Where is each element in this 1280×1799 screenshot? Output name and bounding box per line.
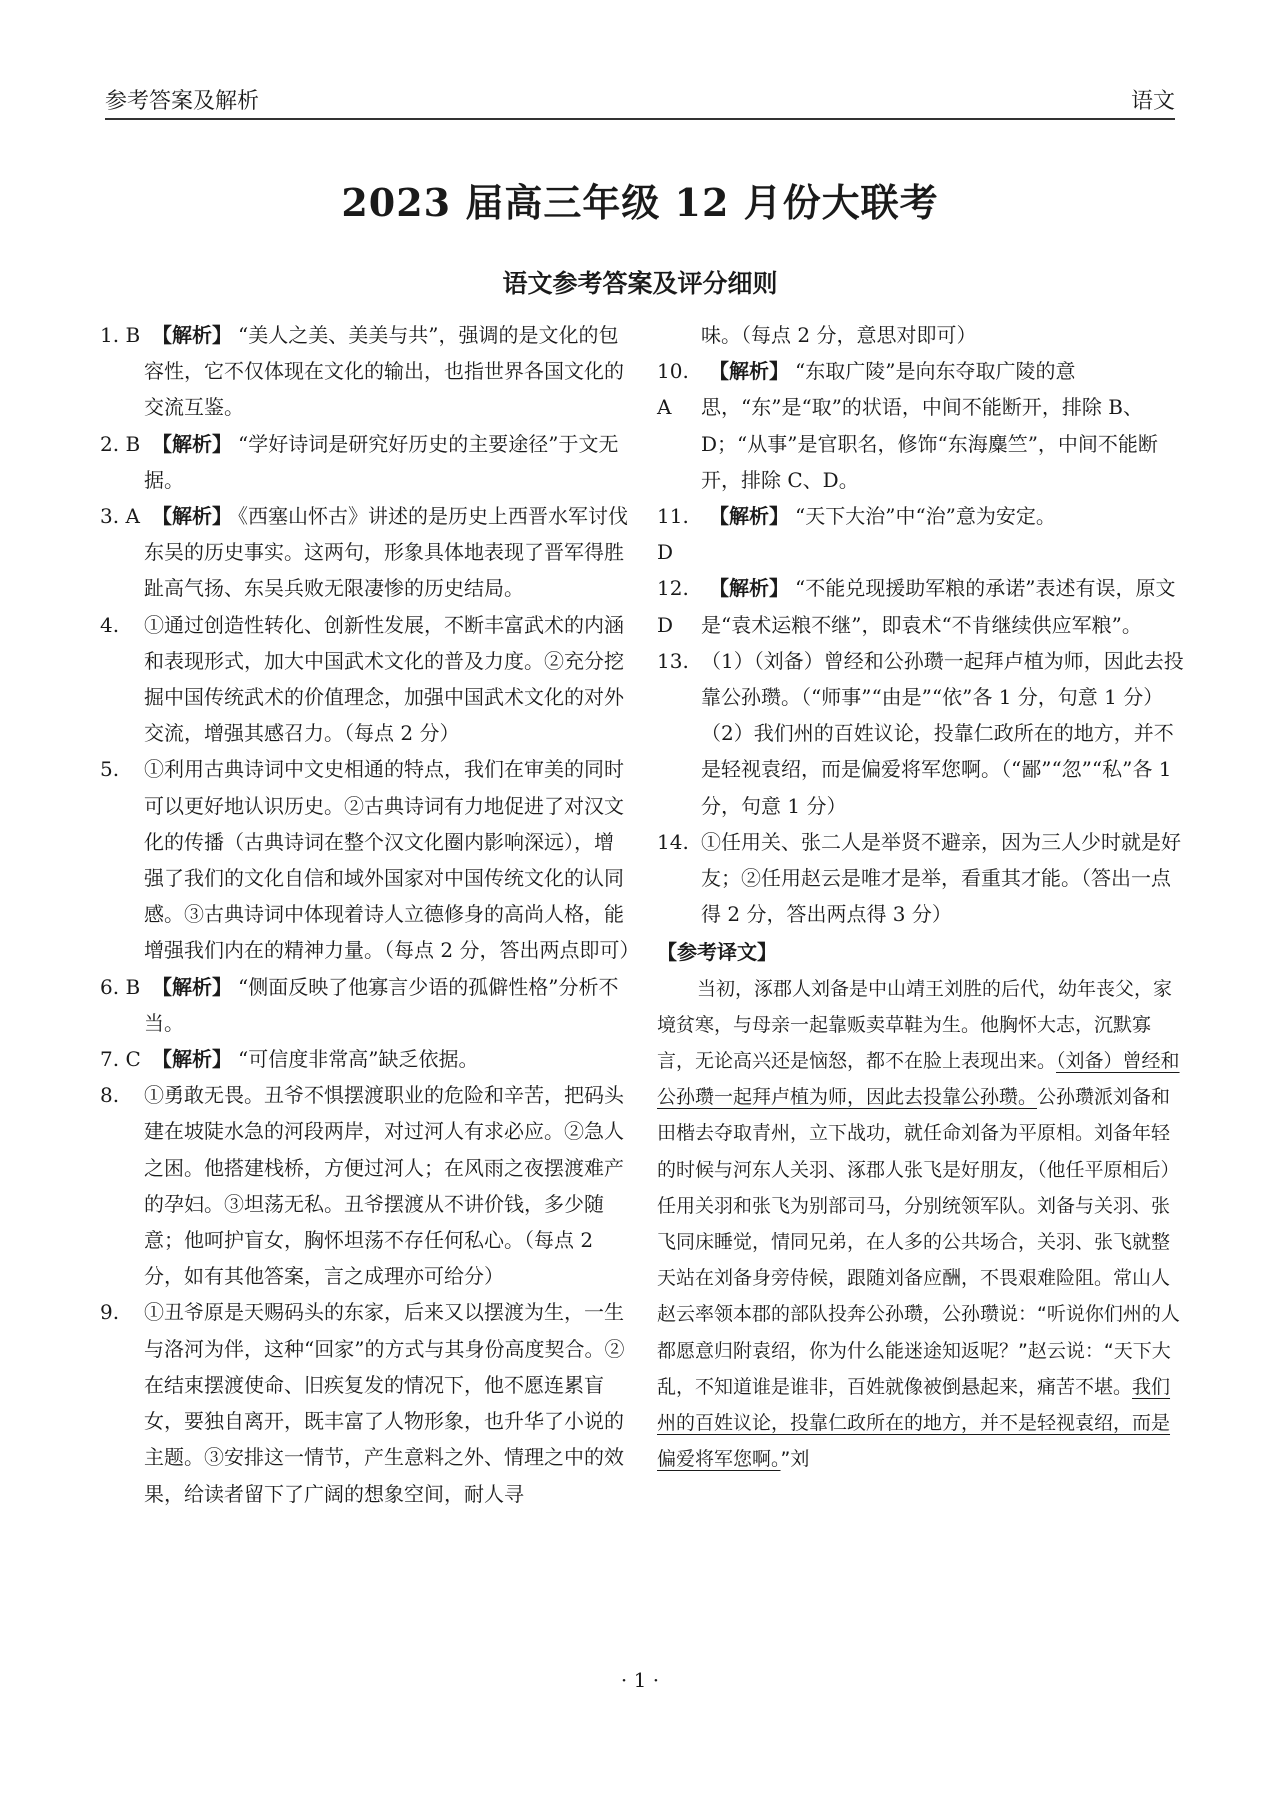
- answer-item: [657, 824, 1187, 933]
- item-number: 1. B: [100, 323, 141, 347]
- item-text: 《西塞山怀古》讲述的是历史上西晋水军讨伐东吴的历史事实。这两句，形象具体地表现了晋军得胜趾高气扬、东吴兵败无限凄惨的历史结局。: [144, 504, 628, 601]
- answer-item: [100, 1294, 630, 1511]
- item-text: “天下大治”中“治”意为安定。: [795, 504, 1056, 529]
- item-number: 8.: [100, 1083, 120, 1108]
- item-text: ①勇敢无畏。丑爷不惧摆渡职业的危险和辛苦，把码头建在坡陡水急的河段两岸，对过河人有求必应。②急人之困。他搭建栈桥，方便过河人；在风雨之夜摆渡难产的孕妇。③坦荡无私。丑爷摆渡从不讲价钱，多少随意；他呵护盲女，胸怀坦荡不存任何私心。（每点 2 分，如有其他答案，言之成理亦可给分）: [144, 1083, 624, 1289]
- item-text: “不能兑现援助军粮的承诺”表述有误，原文是“袁术运粮不继”，即袁术“不肯继续供应军粮”。: [701, 576, 1176, 637]
- item-number: 7. C: [100, 1047, 141, 1072]
- header-subject-label: 语文: [1130, 89, 1175, 114]
- answer-item: [657, 643, 1187, 715]
- page-header: [105, 82, 1175, 120]
- header-left-label: 参考答案及解析: [105, 89, 260, 114]
- item-text: ①任用关、张二人是举贤不避亲，因为三人少时就是好友；②任用赵云是唯才是举，看重其才能。（答出一点得 2 分，答出两点得 3 分）: [701, 829, 1181, 927]
- translation-text: 当初，涿郡人刘备是中山靖王刘胜的后代，幼年丧父，家境贫寒，与母亲一起靠贩卖草鞋为生。他胸怀大志，沉默寡言，无论高兴还是恼怒，都不在脸上表现出来。: [657, 977, 1173, 1073]
- analysis-tag: 【解析】: [152, 1047, 232, 1072]
- translation-text: ”刘: [780, 1448, 810, 1471]
- item-number: 9.: [100, 1300, 120, 1325]
- item-text: “东取广陵”是向东夺取广陵的意思，“东”是“取”的状语，中间不能断开，排除 B、D；“从事”是官职名，修饰“东海麋竺”，中间不能断开，排除 C、D。: [701, 359, 1158, 492]
- answer-item: [100, 498, 630, 607]
- item-text: 味。（每点 2 分，意思对即可）: [701, 323, 977, 347]
- item-number: 5.: [100, 757, 120, 782]
- page-title: 2023 届高三年级 12 月份大联考: [341, 180, 939, 225]
- item-number: 11. D: [657, 504, 689, 565]
- answer-item: [100, 751, 640, 968]
- item-text: ①利用古典诗词中文史相通的特点，我们在审美的同时可以更好地认识历史。②古典诗词有力地促进了对汉文化的传播（古典诗词在整个汉文化圈内影响深远），增强了我们的文化自信和域外国家对中国传统文化的认同感。③古典诗词中体现着诗人立德修身的高尚人格，能增强我们内在的精神力量。（每点 2 分，答出两点即可）: [144, 757, 640, 963]
- translation-text: 公孙瓒派刘备和田楷去夺取青州，立下战功，就任命刘备为平原相。刘备年轻的时候与河东人关羽、涿郡人张飞是好朋友，（他任平原相后）任用关羽和张飞为别部司马，分别统领军队。刘备与关羽、张飞同床睡觉，情同兄弟，在人多的公共场合，关羽、张飞就整天站在刘备身旁侍候，跟随刘备应酬，不畏艰难险阻。常山人赵云率领本郡的部队投奔公孙瓒，公孙瓒说：“听说你们州的人都愿意归附袁绍，你为什么能迷途知返呢？”赵云说：“天下大乱，不知道谁是谁非，百姓就像被倒悬起来，痛苦不堪。: [657, 1086, 1180, 1398]
- item-number: 14.: [657, 829, 689, 854]
- item-number: 3. A: [100, 504, 140, 529]
- item-number: 13.: [657, 648, 689, 673]
- answer-item: [657, 353, 1187, 498]
- analysis-tag: 【解析】: [709, 359, 789, 384]
- answer-item: [657, 715, 1187, 824]
- translation-underlined-text: 我们州的百姓议论，投靠仁政所在的地方，并不是轻视袁绍，而是偏爱将军您啊。: [657, 1375, 1171, 1471]
- translation-heading: 【参考译文】: [657, 940, 777, 965]
- item-number: 4.: [100, 612, 120, 637]
- item-text: “可信度非常高”缺乏依据。: [238, 1047, 479, 1072]
- analysis-tag: 【解析】: [709, 576, 789, 601]
- page-number: · 1 ·: [620, 1668, 660, 1692]
- page-subtitle: 语文参考答案及评分细则: [502, 269, 778, 298]
- analysis-tag: 【解析】: [152, 504, 232, 529]
- translation-paragraph: [657, 971, 1187, 1478]
- right-column: [657, 317, 1187, 1478]
- answer-item: [100, 607, 630, 752]
- answer-item: [100, 317, 630, 426]
- answer-item: [100, 969, 630, 1041]
- item-number: 12. D: [657, 576, 689, 637]
- translation-underlined-text: （刘备）曾经和公孙瓒一起拜卢植为师，因此去投靠公孙瓒。: [657, 1050, 1180, 1109]
- answer-item: [657, 498, 1187, 570]
- answer-item: [657, 317, 1187, 353]
- item-number: 2. B: [100, 431, 141, 456]
- item-text: “美人之美、美美与共”，强调的是文化的包容性，它不仅体现在文化的输出，也指世界各国文化的交流互鉴。: [144, 323, 624, 420]
- item-text: ①丑爷原是天赐码头的东家，后来又以摆渡为生，一生与洛河为伴，这种“回家”的方式与其身份高度契合。②在结束摆渡使命、旧疾复发的情况下，他不愿连累盲女，要独自离开，既丰富了人物形象，也升华了小说的主题。③安排这一情节，产生意料之外、情理之中的效果，给读者留下了广阔的想象空间，耐人寻: [144, 1300, 625, 1506]
- item-number: 6. B: [100, 974, 141, 999]
- item-text: （2）我们州的百姓议论，投靠仁政所在的地方，并不是轻视袁绍，而是偏爱将军您啊。（“鄙”“忽”“私”各 1 分，句意 1 分）: [701, 721, 1174, 818]
- answer-item: [100, 426, 630, 498]
- analysis-tag: 【解析】: [152, 974, 232, 999]
- analysis-tag: 【解析】: [152, 323, 232, 347]
- item-text: “学好诗词是研究好历史的主要途径”于文无据。: [144, 431, 619, 492]
- analysis-tag: 【解析】: [709, 504, 789, 529]
- item-number: 10. A: [657, 359, 689, 420]
- answer-item: [100, 1041, 630, 1077]
- item-text: （1）（刘备）曾经和公孙瓒一起拜卢植为师，因此去投靠公孙瓒。（“师事”“由是”“依”各 1 分，句意 1 分）: [701, 648, 1184, 710]
- answer-item: [657, 570, 1187, 642]
- answer-item: [100, 1077, 630, 1294]
- analysis-tag: 【解析】: [152, 431, 232, 456]
- left-column: [100, 317, 640, 1512]
- item-text: “侧面反映了他寡言少语的孤僻性格”分析不当。: [144, 974, 619, 1035]
- item-text: ①通过创造性转化、创新性发展，不断丰富武术的内涵和表现形式，加大中国武术文化的普及力度。②充分挖掘中国传统武术的价值理念，加强中国武术文化的对外交流，增强其感召力。（每点 2 分）: [144, 612, 624, 746]
